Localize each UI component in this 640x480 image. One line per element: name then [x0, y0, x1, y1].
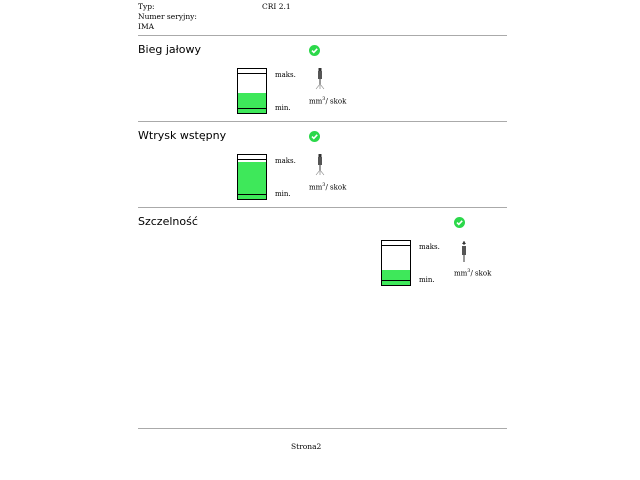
status-ok-icon	[309, 45, 320, 56]
min-label: min.	[419, 276, 435, 284]
ima-label: IMA	[138, 22, 155, 31]
max-label: maks.	[419, 243, 440, 251]
divider	[138, 428, 507, 429]
gauge-max-line	[238, 73, 266, 74]
gauge-min-line	[382, 280, 410, 281]
volume-gauge	[237, 154, 267, 200]
unit-label: $mm^3/$ skok	[309, 182, 347, 192]
gauge-min-line	[238, 194, 266, 195]
section-title-pilot: Wtrysk wstępny	[138, 129, 227, 142]
section-title-idle: Bieg jałowy	[138, 43, 202, 56]
unit-label: $mm^3/$ skok	[309, 96, 347, 106]
gauge-max-line	[382, 245, 410, 246]
divider	[138, 207, 507, 208]
gauge-max-line	[238, 159, 266, 160]
status-ok-icon	[454, 217, 465, 228]
serial-label: Numer seryjny:	[138, 12, 197, 21]
gauge-fill	[238, 93, 266, 113]
status-ok-icon	[309, 131, 320, 142]
divider	[138, 35, 507, 36]
divider	[138, 121, 507, 122]
gauge-fill	[382, 270, 410, 285]
type-label: Typ:	[138, 2, 155, 11]
volume-gauge	[381, 240, 411, 286]
gauge-min-line	[238, 108, 266, 109]
injector-icon	[315, 154, 325, 176]
min-label: min.	[275, 104, 291, 112]
page-number: Strona2	[291, 442, 322, 451]
section-title-leak: Szczelność	[138, 215, 198, 228]
injector-icon	[459, 241, 469, 263]
injector-icon	[315, 68, 325, 90]
unit-label: $mm^3/$ skok	[454, 268, 492, 278]
volume-gauge	[237, 68, 267, 114]
max-label: maks.	[275, 157, 296, 165]
max-label: maks.	[275, 71, 296, 79]
min-label: min.	[275, 190, 291, 198]
type-value: CRI 2.1	[262, 2, 291, 11]
